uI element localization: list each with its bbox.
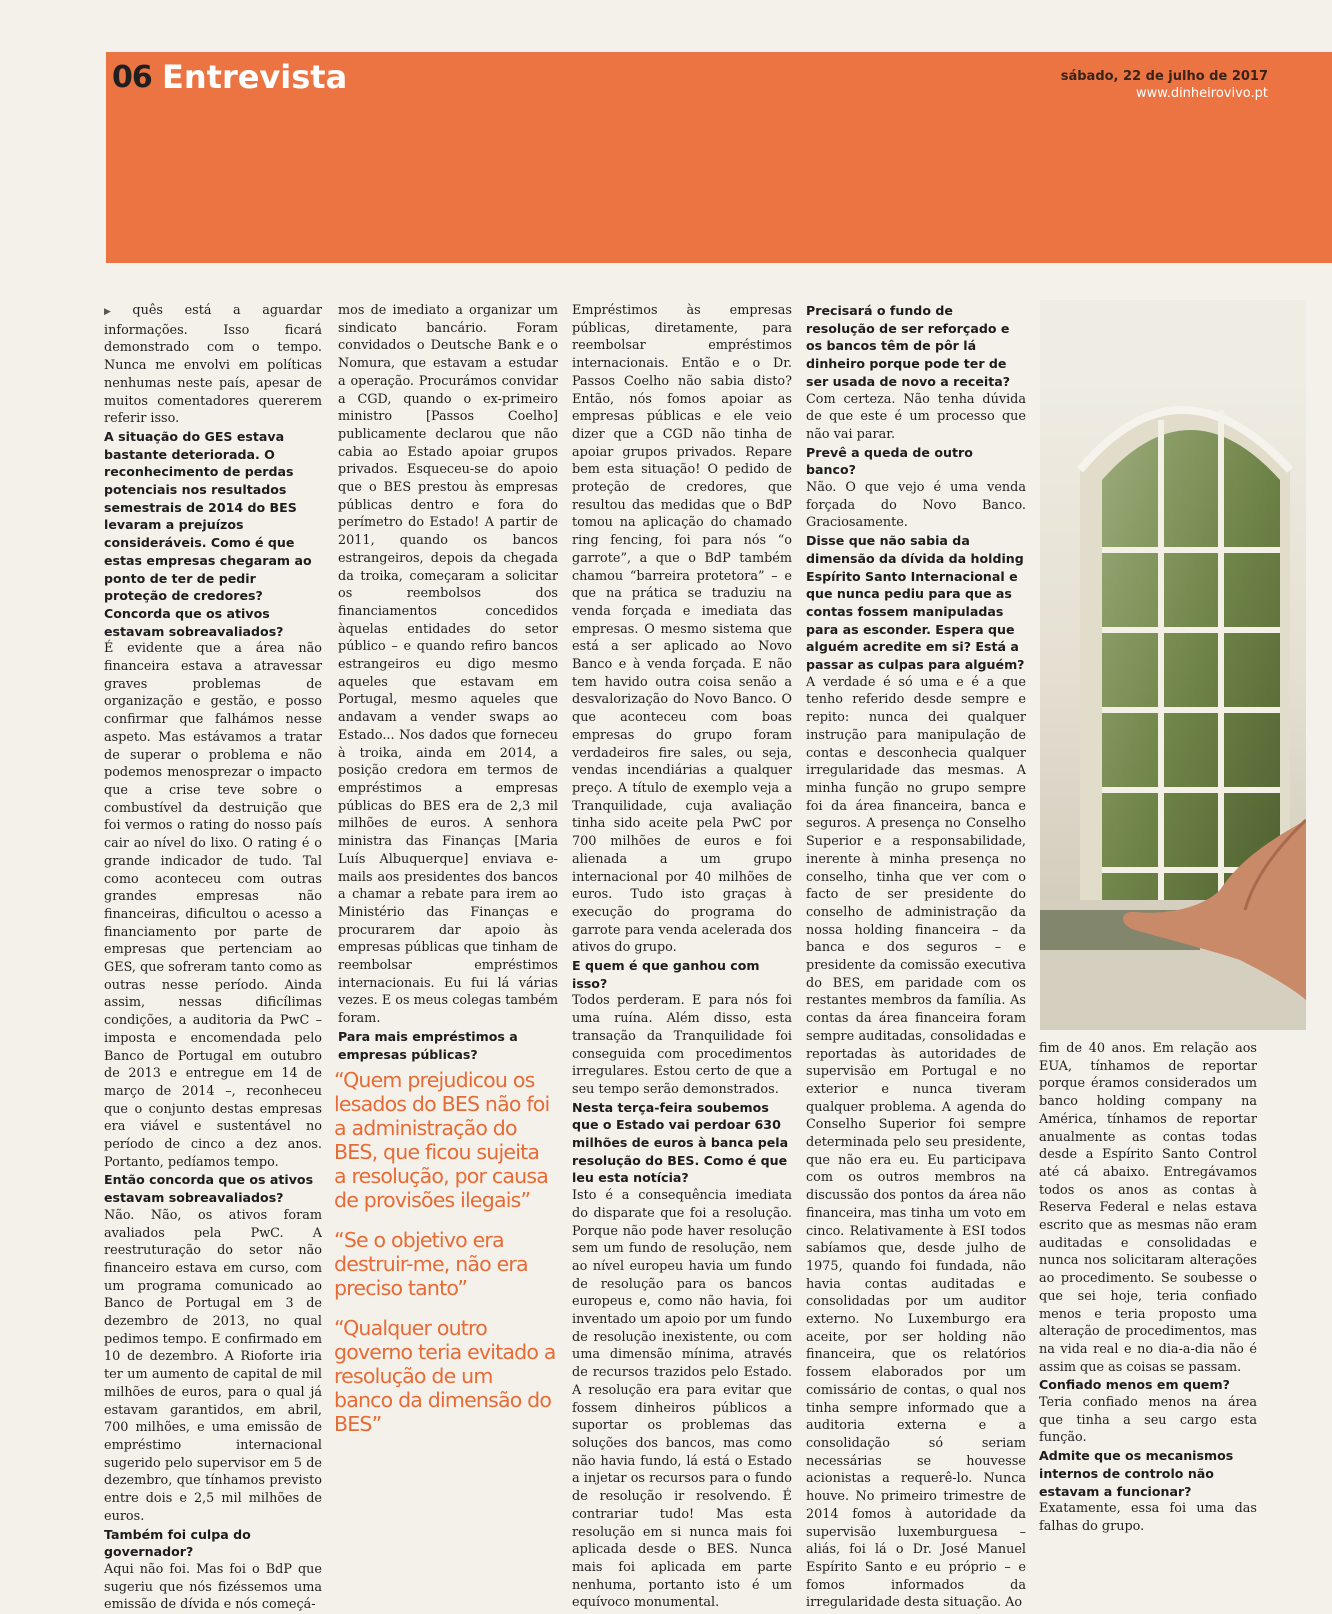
website-url: www.dinheirovivo.pt: [1135, 86, 1268, 101]
answer-paragraph: É evidente que a área não financeira estava a atravessar graves problemas de organização e gestão, e posso confirmar que falhámos nesse aspeto. Mas estávamos a tratar de superar o problema e não podemos menosprezar o impacto que a crise teve sobre o combustível da destruição que foi vermos o rating do nosso país cair ao nível do lixo. O rating é o grande indicador de tudo. Tal como aconteceu com outras grandes empresas não financeiras, dificultou o acesso a financiamento por parte de empresas que pertenciam ao GES, que sofreram tanto como as outras nesse período. Ainda assim, nessas dificílimas condições, a auditoria da PwC – imposta e encomendada pelo Banco de Portugal em outubro de 2013 e entregue em 14 de março de 2014 –, reconheceu que o conjunto destas empresas era viável e sustentável no período de cinco a dez anos. Portanto, pedíamos tempo.: [104, 641, 322, 1170]
answer-paragraph: fim de 40 anos. Em relação aos EUA, tínhamos de reportar porque éramos considerados um banco holding company na América, tínhamos de reportar anualmente as contas todas desde a Espírito Santo Control até cá abaixo. Entregávamos todos os anos as contas à Reserva Federal e nelas estava escrito que as mesmas não eram auditadas e consolidadas e nunca nos solicitaram alterações ao procedimento. Se soubesse o que sei hoje, teria confiado menos e teria proposto uma alteração de procedimentos, mas na vida real e no dia-a-dia não é assim que as coisas se passam.: [1039, 1041, 1257, 1375]
pullquote: “Qualquer outro governo teria evitado a resolução de um banco da dimensão do BES”: [334, 1316, 556, 1436]
answer-paragraph: Aqui não foi. Mas foi o BdP que sugeriu que nós fizéssemos uma emissão de dívida e nós começá-: [104, 1561, 322, 1613]
question: Disse que não sabia da dimensão da dívida da holding Espírito Santo Internacional e que nunca pediu para que as contas fossem manipuladas para as esconder. Espera que alguém acredite em si? Está a passar as culpas para alguém?: [806, 533, 1025, 673]
interview-photo: [1040, 300, 1306, 1030]
question: Precisará o fundo de resolução de ser reforçado e os bancos têm de pôr lá dinheiro porque pode ter de ser usada de novo a receita?: [806, 303, 1011, 389]
question: Nesta terça-feira soubemos que o Estado vai perdoar 630 milhões de euros à banca pela resolução do BES. Como é que leu esta notícia?: [572, 1099, 789, 1186]
question: Confiado menos em quem?: [1039, 1377, 1230, 1393]
answer-paragraph: ▶ quês está a aguardar informações. Isso ficará demonstrado com o tempo. Nunca me envolvi em políticas nenhumas neste país, apesar de muitos comentadores quererem referir isso.: [104, 303, 322, 427]
page-number: 06: [112, 60, 152, 95]
triangle-right-icon: ▶: [104, 307, 129, 317]
section-title: Entrevista: [162, 58, 348, 96]
article-column-5: [1039, 1040, 1257, 1536]
question: A situação do GES estava bastante deteriorada. O reconhecimento de perdas potenciais nos resultados semestrais de 2014 do BES levaram a prejuízos consideráveis. Como é que estas empresas chegaram ao ponto de ter de pedir proteção de credores? Concorda que os ativos estavam sobreavaliados?: [104, 428, 312, 639]
pullquote: “Se o objetivo era destruir-me, não era preciso tanto”: [334, 1228, 528, 1300]
answer-paragraph: Isto é a consequência imediata do disparate que foi a resolução. Porque não pode haver resolução sem um fundo de resolução, nem ao nível europeu havia um fundo de resolução para os bancos europeus e, como não havia, foi inventado um apoio por um fundo de resolução inexistente, ou com uma dimensão mínima, através de recursos trazidos pelo Estado. A resolução era para evitar que fossem dinheiros públicos a suportar os problemas das soluções dos bancos, mas como não havia fundo, lá está o Estado a injetar os recursos para o fundo de resolução ir resolvendo. É contrariar tudo! Mas esta resolução em si nunca mais foi aplicada desde o BES. Nunca mais foi aplicada em parte nenhuma, portanto isto é um equívoco monumental.: [572, 1188, 792, 1611]
answer-paragraph: Com certeza. Não tenha dúvida de que este é um processo que não vai parar.: [806, 391, 1026, 442]
article-column-4: [806, 302, 1026, 1612]
answer-paragraph: Exatamente, essa foi uma das falhas do grupo.: [1039, 1501, 1257, 1534]
answer-paragraph: A verdade é só uma e é a que tenho referido desde sempre e repito: nunca dei qualquer instrução para manipulação de contas e desconhecia qualquer irregularidade das mesmas. A minha função no grupo sempre foi da área financeira, banca e seguros. A presença no Conselho Superior e a responsabilidade, inerente à minha presença no conselho, tinha que ver com o facto de ser presidente do conselho de administração da nossa holding financeira – da banca e dos seguros – e presidente da comissão executiva do BES, em paridade com os restantes membros da família. As contas da área financeira foram sempre auditadas, consolidadas e reportadas às autoridades de supervisão em Portugal e no exterior e nunca tiveram qualquer problema. A agenda do Conselho Superior foi sempre determinada pelo seu presidente, que não era eu. Eu participava com os outros membros na discussão dos pontos da área não financeira, mas tinha um voto em cinco. Relativamente à ESI todos sabíamos que, desde julho de 1975, quando foi fundada, não havia contas auditadas e consolidadas por um auditor externo. No Luxemburgo era aceite, por ser holding não financeira, que os relatórios fossem elaborados por um comissário de contas, o qual nos tinha sempre informado que a auditoria externa e a consolidação só seriam necessárias se houvesse acionistas a requerê-lo. Nunca houve. No primeiro trimestre de 2014 fomos à autoridade da supervisão luxemburguesa – aliás, foi lá o Dr. José Manuel Espírito Santo e eu próprio – e fomos informados da irregularidade desta situação. Ao: [806, 674, 1026, 1611]
answer-paragraph: Todos perderam. E para nós foi uma ruína. Além disso, esta transação da Tranquilidade foi conseguida com procedimentos irregulares. Estou certo de que a seu tempo serão demonstrados.: [572, 993, 792, 1097]
answer-paragraph: Não. O que vejo é uma venda forçada do Novo Banco. Graciosamente.: [806, 480, 1026, 531]
question: E quem é que ganhou com isso?: [572, 958, 760, 991]
window-hand-photo: [1040, 300, 1306, 1030]
article-column-2: [338, 302, 558, 1063]
publication-date: sábado, 22 de julho de 2017: [1060, 69, 1268, 84]
question: Admite que os mecanismos internos de controlo não estavam a funcionar?: [1039, 1448, 1234, 1499]
question: Prevê a queda de outro banco?: [806, 444, 973, 478]
answer-paragraph: Teria confiado menos na área que tinha a seu cargo esta função.: [1039, 1395, 1257, 1446]
pullquotes: [334, 1068, 556, 1452]
question: Também foi culpa do governador?: [104, 1526, 251, 1560]
article-column-1: [104, 302, 322, 1614]
answer-paragraph: mos de imediato a organizar um sindicato bancário. Foram convidados o Deutsche Bank e o Nomura, que estavam a estudar a operação. Procurámos convidar a CGD, quando o ex-primeiro ministro [Passos Coelho] publicamente declarou que não cabia ao Estado apoiar grupos privados. Esqueceu-se do apoio que o BES prestou às empresas públicas dentro e fora do perímetro do Estado! A partir de 2011, quando os bancos estrangeiros, depois da chegada da troika, começaram a solicitar os reembolsos dos financiamentos concedidos àquelas entidades do setor público – e quando refiro bancos estrangeiros eu digo mesmo aqueles que estavam em Portugal, mesmo aqueles que andavam a vender swaps ao Estado... Nos dados que forneceu à troika, ainda em 2014, a posição credora em termos de empréstimos a empresas públicas do BES era de 2,3 mil milhões de euros. A senhora ministra das Finanças [Maria Luís Albuquerque] enviava e-mails aos presidentes dos bancos a chamar a rebate para irem ao Ministério das Finanças e procurarem dar apoio às empresas públicas que tinham de reembolsar empréstimos internacionais. Eu fui lá várias vezes. E os meus colegas também foram.: [338, 303, 558, 1027]
question: Então concorda que os ativos estavam sobreavaliados?: [104, 1172, 314, 1206]
article-column-3: [572, 302, 792, 1612]
pullquote: “Quem prejudicou os lesados do BES não foi a administração do BES, que ficou sujeita a resolução, por causa de provisões ilegais”: [334, 1068, 550, 1212]
answer-paragraph: Não. Não, os ativos foram avaliados pela PwC. A reestruturação do setor não financeiro estava em curso, com um programa comunicado ao Banco de Portugal em 3 de dezembro de 2013, no qual pedimos tempo. E confirmado em 10 de dezembro. A Rioforte iria ter um aumento de capital de mil milhões de euros, para o qual já estavam garantidos, em abril, 700 milhões, e uma emissão de empréstimo internacional sugerido pelo supervisor em 5 de dezembro, que tínhamos previsto entre dois e 2,5 mil milhões de euros.: [104, 1207, 322, 1524]
question: Para mais empréstimos a empresas públicas?: [338, 1028, 518, 1062]
answer-paragraph: Empréstimos às empresas públicas, diretamente, para reembolsar empréstimos internacionais. Então e o Dr. Passos Coelho não sabia disto? Então, nós fomos apoiar as empresas públicas e ele veio dizer que a CGD não tinha de apoiar grupos privados. Repare bem esta situação! O pedido de proteção de credores, que resultou das medidas que o BdP tomou na aplicação do chamado ring fencing, foi para nós “o garrote”, a que o BdP também chamou “barreira protetora” – e que na prática se traduziu na venda forçada e imediata das empresas. O mesmo sistema que está a ser aplicado ao Novo Banco e à venda forçada. E não tem havido outra coisa senão a desvalorização do Novo Banco. O que aconteceu com boas empresas do grupo foram verdadeiros fire sales, ou seja, vendas incendiárias a qualquer preço. A título de exemplo veja a Tranquilidade, cuja avaliação tinha sido aceite pela PwC por 700 milhões de euros e foi alienada a um grupo internacional por 40 milhões de euros. Tudo isto graças à execução do programa do garrote para venda acelerada dos ativos do grupo.: [572, 303, 792, 956]
